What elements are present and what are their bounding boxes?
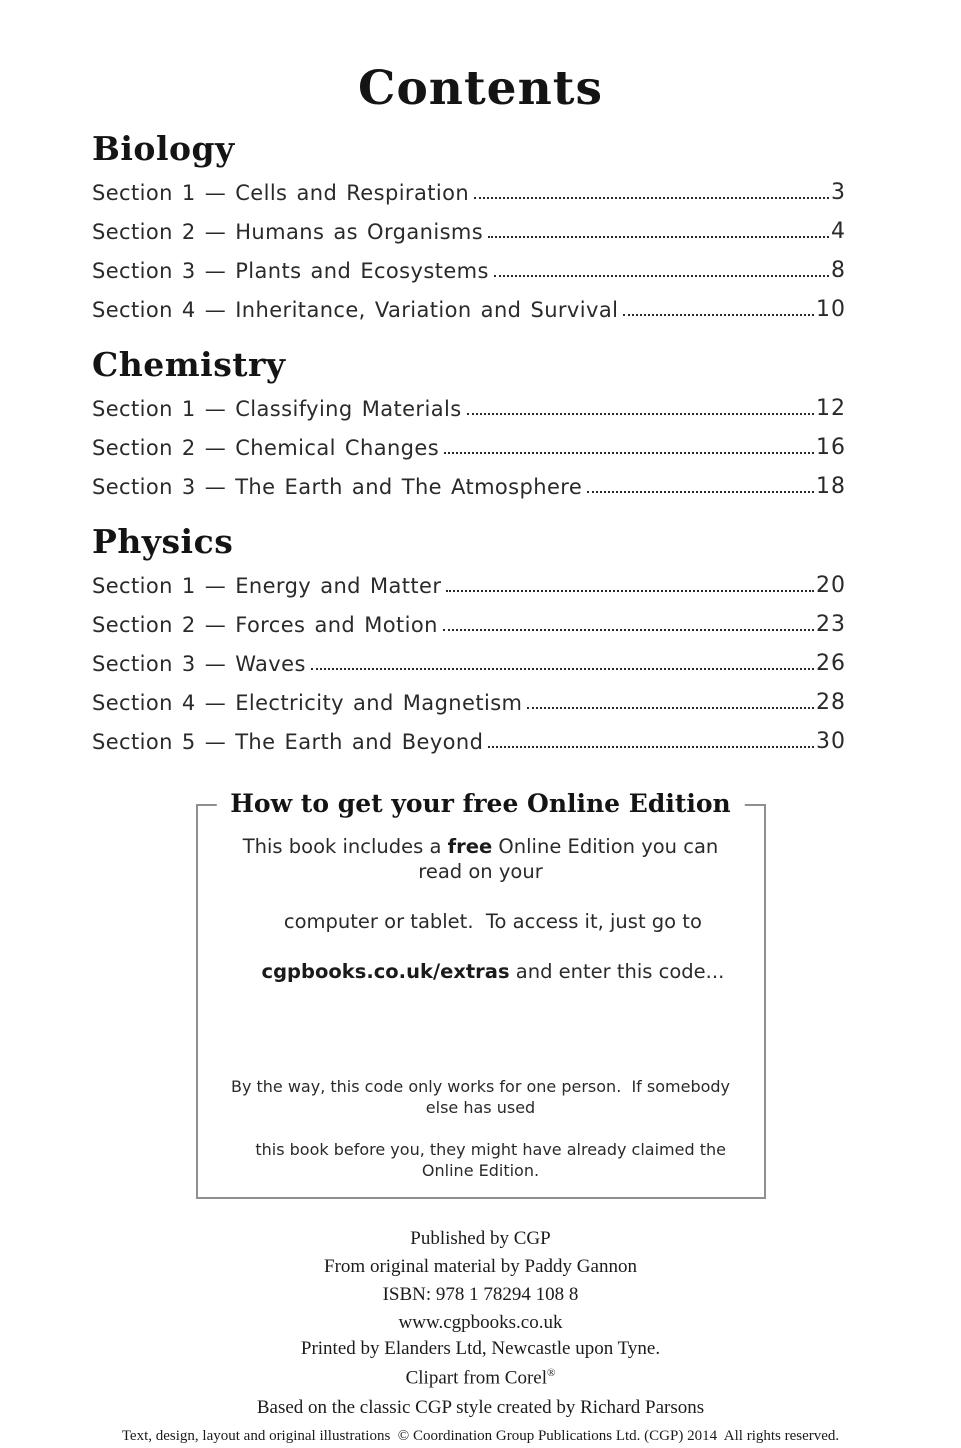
- toc-entry-label: Section 3 — Waves: [92, 652, 306, 677]
- dot-leader: [444, 452, 814, 454]
- contents-page: [0, 61, 961, 1444]
- toc-entry: [92, 690, 846, 715]
- dot-leader: [474, 197, 829, 199]
- toc-section-chemistry: [92, 345, 846, 499]
- intro-text: and enter this code...: [509, 960, 725, 984]
- intro-text: Online Edition you can read on your: [418, 835, 725, 884]
- toc-entry: [92, 573, 846, 598]
- online-edition-box: [196, 789, 766, 1199]
- dot-leader: [467, 413, 814, 415]
- online-edition-box-title: How to get your free Online Edition: [216, 789, 744, 818]
- toc-entry: [92, 435, 846, 460]
- toc-entry: [92, 396, 846, 421]
- toc-entry: [92, 297, 846, 322]
- page-title: Contents: [358, 61, 603, 116]
- toc-entry-label: Section 5 — The Earth and Beyond: [92, 730, 484, 755]
- toc-entry-label: Section 2 — Humans as Organisms: [92, 220, 484, 245]
- imprint-footer: [0, 1225, 961, 1447]
- toc-entry: [92, 258, 846, 283]
- based-on-line: Based on the classic CGP style created by Richard Parsons: [256, 1396, 705, 1418]
- toc-page-number: 12: [816, 396, 846, 422]
- section-heading-physics: Physics: [92, 522, 234, 562]
- toc-page-number: 3: [831, 180, 846, 206]
- clipart-text: Clipart from Corel: [405, 1367, 548, 1389]
- website-line: www.cgpbooks.co.uk: [398, 1312, 563, 1334]
- registered-mark: ®: [547, 1367, 556, 1380]
- intro-text: This book includes a: [242, 835, 448, 859]
- toc-entry: [92, 180, 846, 205]
- clipart-line: [0, 1361, 961, 1390]
- dot-leader: [488, 746, 814, 748]
- intro-text: computer or tablet. To access it, just go to: [283, 910, 702, 934]
- toc-entry: [92, 651, 846, 676]
- online-edition-intro: [224, 834, 738, 984]
- section-heading-biology: Biology: [92, 129, 235, 169]
- online-edition-note: [224, 1076, 738, 1181]
- table-of-contents: [92, 129, 846, 754]
- dot-leader: [443, 629, 814, 631]
- toc-page-number: 8: [831, 258, 846, 284]
- isbn-line: ISBN: 978 1 78294 108 8: [382, 1284, 579, 1306]
- intro-url-bold: cgpbooks.co.uk/extras: [261, 960, 510, 984]
- original-material-line: From original material by Paddy Gannon: [324, 1256, 637, 1278]
- toc-page-number: 28: [816, 690, 846, 716]
- section-heading-chemistry: Chemistry: [92, 345, 286, 385]
- dot-leader: [527, 707, 814, 709]
- dot-leader: [494, 275, 829, 277]
- toc-entry: [92, 474, 846, 499]
- toc-entry-label: Section 2 — Chemical Changes: [92, 436, 440, 461]
- toc-page-number: 10: [816, 297, 846, 323]
- toc-entry: [92, 729, 846, 754]
- toc-entry-label: Section 1 — Classifying Materials: [92, 397, 462, 422]
- toc-entry-label: Section 1 — Energy and Matter: [92, 574, 442, 599]
- toc-page-number: 20: [816, 573, 846, 599]
- toc-entry: [92, 612, 846, 637]
- toc-entry-label: Section 4 — Inheritance, Variation and Survival: [92, 298, 619, 323]
- toc-entry-label: Section 2 — Forces and Motion: [92, 613, 438, 638]
- toc-entry-label: Section 4 — Electricity and Magnetism: [92, 691, 523, 716]
- toc-page-number: 23: [816, 612, 846, 638]
- toc-page-number: 26: [816, 651, 846, 677]
- toc-section-biology: [92, 129, 846, 322]
- toc-entry-label: Section 3 — Plants and Ecosystems: [92, 259, 489, 284]
- toc-page-number: 18: [816, 474, 846, 500]
- published-line: Published by CGP: [410, 1228, 551, 1250]
- printed-line: Printed by Elanders Ltd, Newcastle upon Tyne.: [300, 1338, 661, 1360]
- copyright-line: Text, design, layout and original illustrations © Coordination Group Publications Ltd. (CGP) 2014 All rights reserved.: [121, 1427, 840, 1444]
- note-text: this book before you, they might have already claimed the Online Edition.: [255, 1140, 732, 1181]
- toc-section-physics: [92, 522, 846, 754]
- note-text: By the way, this code only works for one person. If somebody else has used: [230, 1077, 736, 1118]
- toc-page-number: 4: [831, 219, 846, 245]
- dot-leader: [311, 668, 814, 670]
- dot-leader: [488, 236, 829, 238]
- dot-leader: [587, 491, 814, 493]
- toc-page-number: 30: [816, 729, 846, 755]
- code-area-blank: [224, 984, 738, 1076]
- toc-entry-label: Section 3 — The Earth and The Atmosphere: [92, 475, 583, 500]
- toc-entry-label: Section 1 — Cells and Respiration: [92, 181, 470, 206]
- intro-free-bold: free: [447, 835, 493, 859]
- toc-entry: [92, 219, 846, 244]
- toc-page-number: 16: [816, 435, 846, 461]
- dot-leader: [446, 590, 814, 592]
- dot-leader: [623, 314, 814, 316]
